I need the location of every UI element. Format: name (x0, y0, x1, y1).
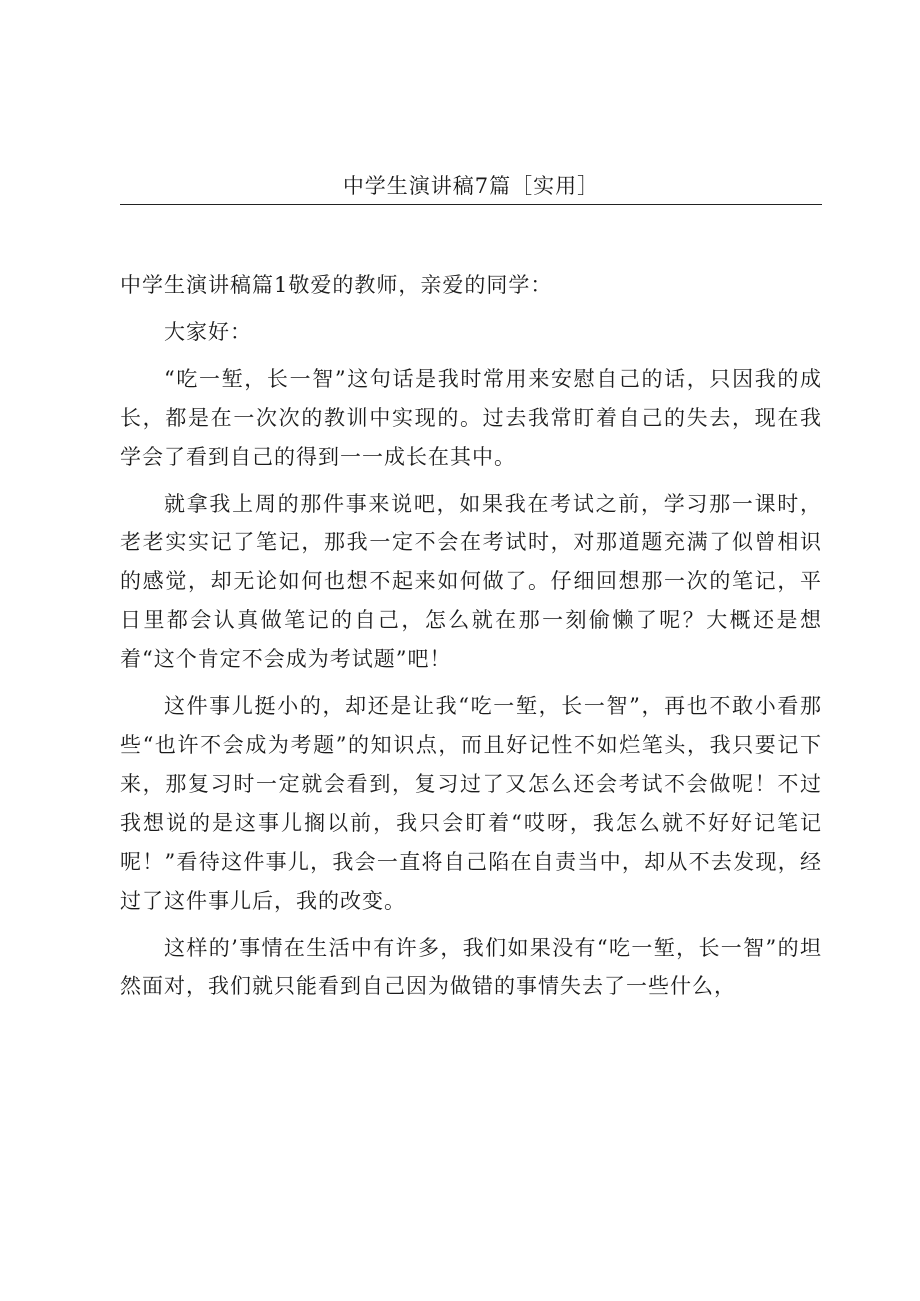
document-body (120, 266, 822, 1006)
paragraph-body: 就拿我上周的那件事来说吧，如果我在考试之前，学习那一课时，老老实实记了笔记，那我一定不会在考试时，对那道题充满了似曾相识的感觉，却无论如何也想不起来如何做了。仔细回想那一次的笔记，平日里都会认真做笔记的自己，怎么就在那一刻偷懒了呢？大概还是想着“这个肯定不会成为考试题”吧！ (120, 491, 822, 672)
paragraph-body: 这件事儿挺小的，却还是让我“吃一堑，长一智”，再也不敢小看那些“也许不会成为考题”的知识点，而且好记性不如烂笔头，我只要记下来，那复习时一定就会看到，复习过了又怎么还会考试不会做呢！不过我想说的是这事儿搁以前，我只会盯着“哎呀，我怎么就不好好记笔记呢！”看待这件事儿，我会一直将自己陷在自责当中，却从不去发现，经过了这件事儿后，我的改变。 (120, 694, 822, 913)
paragraph-body: 这样的’事情在生活中有许多，我们如果没有“吃一堑，长一智”的坦然面对，我们就只能看到自己因为做错的事情失去了一些什么， (120, 935, 822, 999)
paragraph-greeting: 大家好： (164, 319, 252, 344)
paragraph-body: “吃一堑，长一智”这句话是我时常用来安慰自己的话，只因我的成长，都是在一次次的教训中实现的。过去我常盯着自己的失去，现在我学会了看到自己的得到一一成长在其中。 (120, 366, 822, 469)
document-title: 中学生演讲稿7篇［实用］ (342, 174, 600, 198)
document-header (120, 166, 822, 205)
paragraph-heading-line: 中学生演讲稿篇1敬爱的教师，亲爱的同学： (120, 273, 553, 297)
